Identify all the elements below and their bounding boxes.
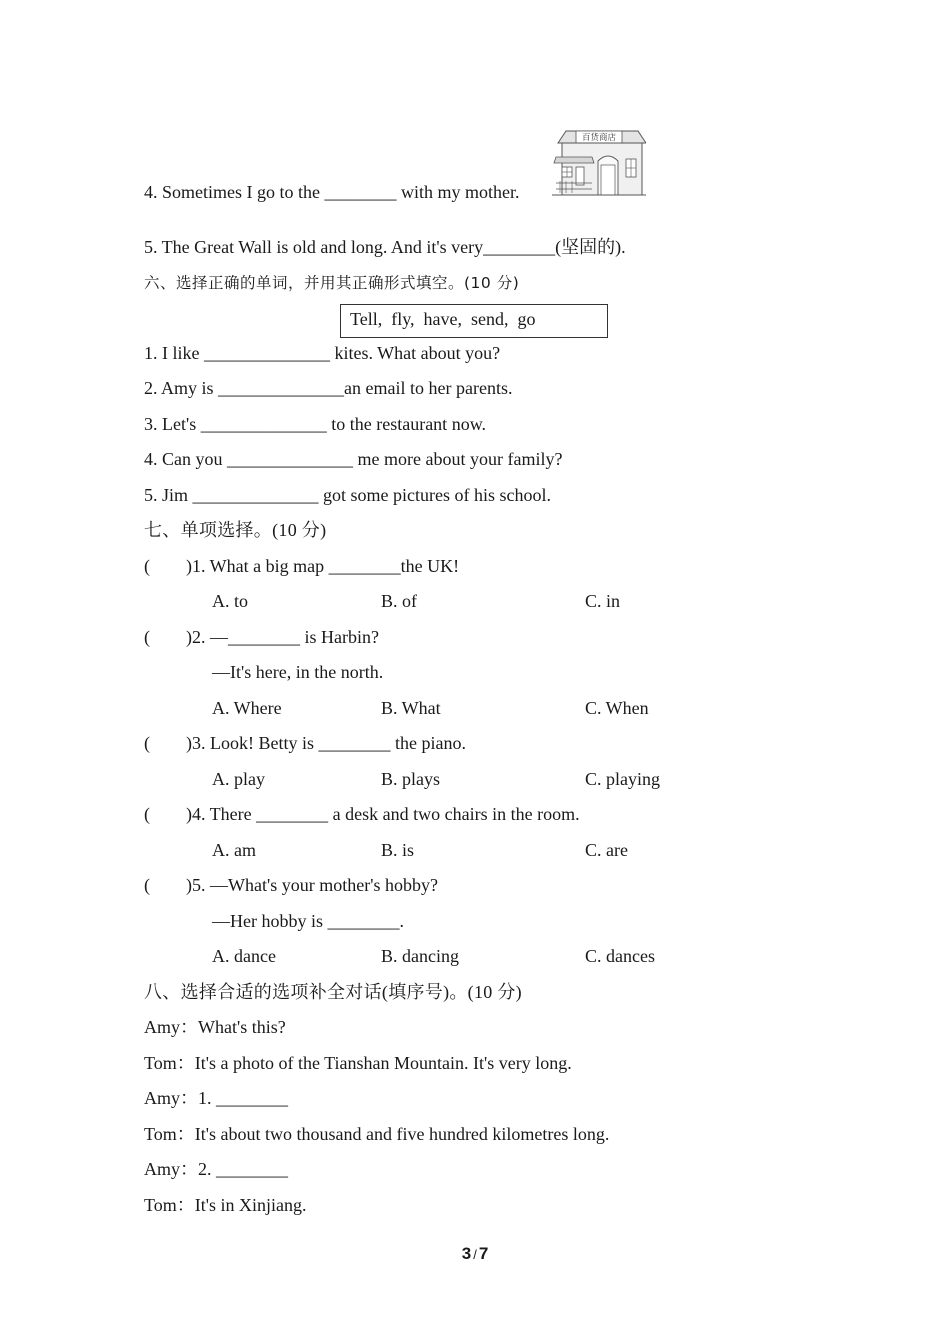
choice-q1-option-b: B. of <box>381 591 417 611</box>
fill-item-3: 3. Let's ______________ to the restaurant now. <box>144 414 487 434</box>
dialogue-line: Tom：It's about two thousand and five hundred kilometres long. <box>144 1124 610 1144</box>
fill-item-2: 2. Amy is ______________an email to her parents. <box>144 378 513 398</box>
dialogue-line: Amy：1. ________ <box>144 1088 288 1108</box>
section-8-title: 八、选择合适的选项补全对话(填序号)。(10 分) <box>144 982 522 1002</box>
choice-q3-stem: ( )3. Look! Betty is ________ the piano. <box>144 733 466 753</box>
choice-q5-option-a: A. dance <box>212 946 276 966</box>
store-sign-text: 百货商店 <box>581 133 617 143</box>
choice-q4-option-b: B. is <box>381 840 415 860</box>
choice-q4-option-c: C. are <box>585 840 628 860</box>
choice-q2-option-a: A. Where <box>212 698 282 718</box>
fill-item-5: 5. Jim ______________ got some pictures of his school. <box>144 485 551 505</box>
choice-q2-option-b: B. What <box>381 698 441 718</box>
page-separator: / <box>473 1247 477 1262</box>
choice-q3-option-a: A. play <box>212 769 265 789</box>
choice-q1-option-c: C. in <box>585 591 621 611</box>
page-current: 3 <box>461 1244 472 1263</box>
word-bank: Tell, fly, have, send, go <box>340 304 608 338</box>
choice-q5-stem: ( )5. —What's your mother's hobby? <box>144 875 438 895</box>
choice-q2-response: —It's here, in the north. <box>212 662 384 682</box>
choice-q1-option-a: A. to <box>212 591 248 611</box>
question-5-4: 4. Sometimes I go to the ________ with my mother. <box>144 182 520 202</box>
choice-q2-stem: ( )2. —________ is Harbin? <box>144 627 379 647</box>
choice-q5-option-b: B. dancing <box>381 946 459 966</box>
choice-q5-option-c: C. dances <box>585 946 655 966</box>
question-5-5: 5. The Great Wall is old and long. And it's very________(坚固的). <box>144 237 626 257</box>
dialogue-line: Tom：It's a photo of the Tianshan Mountain. It's very long. <box>144 1053 572 1073</box>
choice-q3-option-c: C. playing <box>585 769 660 789</box>
dialogue-line: Amy：2. ________ <box>144 1159 288 1179</box>
fill-item-4: 4. Can you ______________ me more about your family? <box>144 449 563 469</box>
choice-q1-stem: ( )1. What a big map ________the UK! <box>144 556 460 576</box>
dialogue-line: Tom：It's in Xinjiang. <box>144 1195 307 1215</box>
fill-item-1: 1. I like ______________ kites. What about you? <box>144 343 501 363</box>
page-number <box>0 1244 950 1264</box>
choice-q2-option-c: C. When <box>585 698 649 718</box>
section-6-title: 六、选择正确的单词，并用其正确形式填空。(10 分) <box>144 274 520 292</box>
choice-q4-option-a: A. am <box>212 840 256 860</box>
dialogue-line: Amy：What's this? <box>144 1017 286 1037</box>
choice-q4-stem: ( )4. There ________ a desk and two chairs in the room. <box>144 804 580 824</box>
page-total: 7 <box>478 1244 489 1263</box>
section-7-title: 七、单项选择。(10 分) <box>144 520 327 540</box>
choice-q5-response: —Her hobby is ________. <box>212 911 404 931</box>
department-store-picture <box>552 127 646 197</box>
choice-q3-option-b: B. plays <box>381 769 441 789</box>
